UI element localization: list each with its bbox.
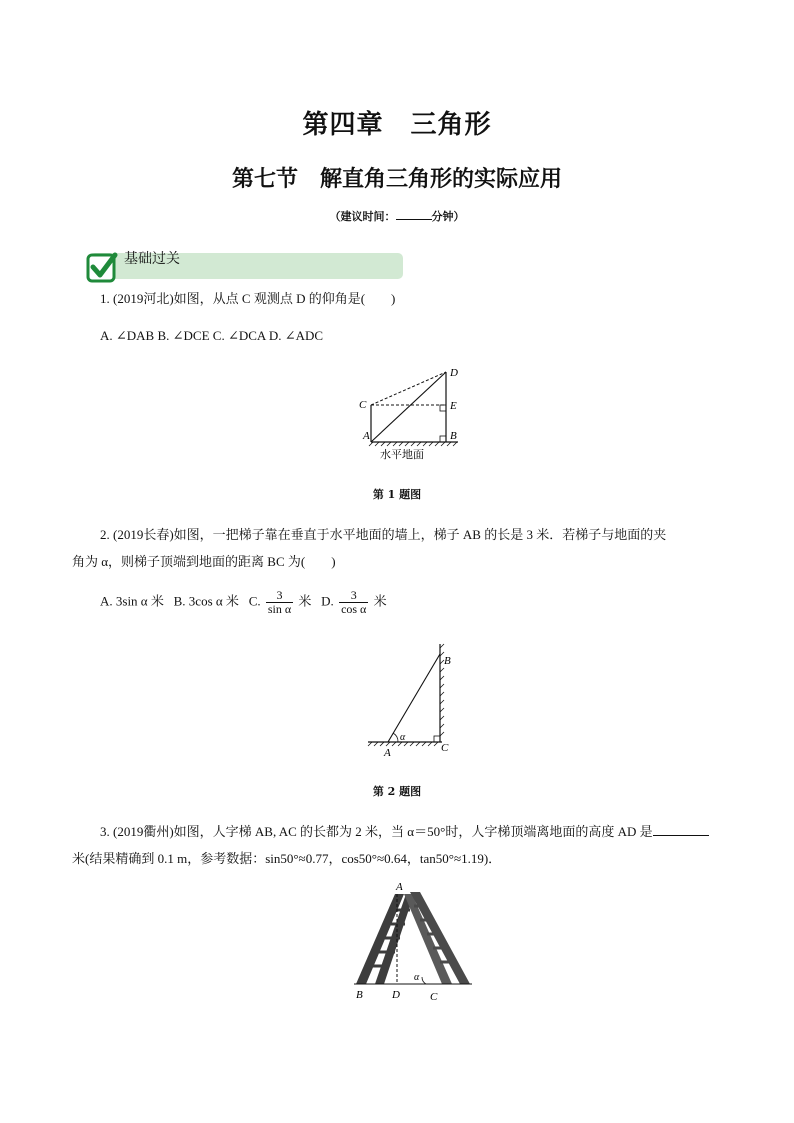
q1-label-A: A	[363, 430, 370, 442]
q2-label-C: C	[441, 742, 449, 754]
q2-option-c-fraction	[266, 589, 293, 616]
suggested-time	[0, 208, 794, 224]
time-blank	[396, 219, 432, 220]
q2-option-d-num: 3	[339, 589, 368, 603]
q3-line1	[100, 821, 709, 840]
q2-text-line1: 2. (2019长春)如图，一把梯子靠在垂直于水平地面的墙上，梯子 AB 的长是 3 米．若梯子与地面的夹	[100, 527, 667, 542]
q2-option-d-unit: 米	[373, 593, 387, 609]
q1-caption: 第 1 题图	[372, 488, 422, 501]
q3-label-C: C	[430, 991, 438, 1002]
q2-option-c-unit: 米	[298, 593, 312, 609]
checkmark-icon	[86, 251, 118, 283]
q2-option-c-num: 3	[266, 589, 293, 603]
q3-text-line1: 3. (2019衢州)如图，人字梯 AB, AC 的长都为 2 米，当 α＝50°时，人字梯顶端离地面的高度 AD 是	[100, 824, 653, 839]
q2-option-b: B. 3cos α 米	[173, 593, 239, 609]
q1-label-C: C	[359, 399, 367, 411]
q2-text-line2: 角为 α，则梯子顶端到地面的距离 BC 为( )	[72, 554, 336, 569]
q2-option-d-fraction	[339, 589, 368, 616]
q3-answer-blank	[653, 835, 709, 836]
q2-caption: 第 2 题图	[372, 785, 422, 798]
q3-label-D: D	[392, 989, 400, 1001]
q2-option-c-den: sin α	[267, 602, 292, 617]
q2-label-A: A	[384, 747, 391, 759]
q1-ground-label: 水平地面	[380, 448, 424, 461]
q2-label-alpha: α	[400, 732, 406, 743]
q1-text: 1. (2019河北)如图，从点 C 观测点 D 的仰角是( )	[100, 291, 396, 306]
q2-option-d-prefix: D.	[321, 593, 334, 609]
q2-option-c-prefix: C.	[248, 593, 261, 609]
q1-label-E: E	[450, 400, 457, 412]
section-title: 第七节 解直角三角形的实际应用	[231, 167, 562, 192]
q2-option-d-den: cos α	[341, 602, 367, 617]
q3-text-line2: 米(结果精确到 0.1 m，参考数据：sin50°≈0.77，cos50°≈0.64，tan50°≈1.19)．	[72, 851, 502, 866]
time-prefix: （建议时间：	[329, 210, 396, 223]
q1-options: A. ∠DAB B. ∠DCE C. ∠DCA D. ∠ADC	[100, 328, 324, 343]
q3-label-B: B	[356, 989, 363, 1001]
q2-options	[100, 589, 387, 616]
q2-option-a: A. 3sin α 米	[100, 593, 164, 609]
q2-label-B: B	[444, 655, 451, 667]
q3-figure	[348, 880, 478, 1002]
banner-label: 基础过关	[124, 251, 180, 267]
q1-figure	[355, 362, 475, 462]
q3-label-A: A	[396, 881, 403, 893]
q2-figure	[362, 640, 462, 762]
q1-label-B: B	[450, 430, 457, 442]
q3-label-alpha: α	[414, 972, 420, 983]
q1-label-D: D	[450, 367, 458, 379]
time-suffix: 分钟）	[431, 210, 465, 223]
chapter-title: 第四章 三角形	[302, 110, 492, 140]
